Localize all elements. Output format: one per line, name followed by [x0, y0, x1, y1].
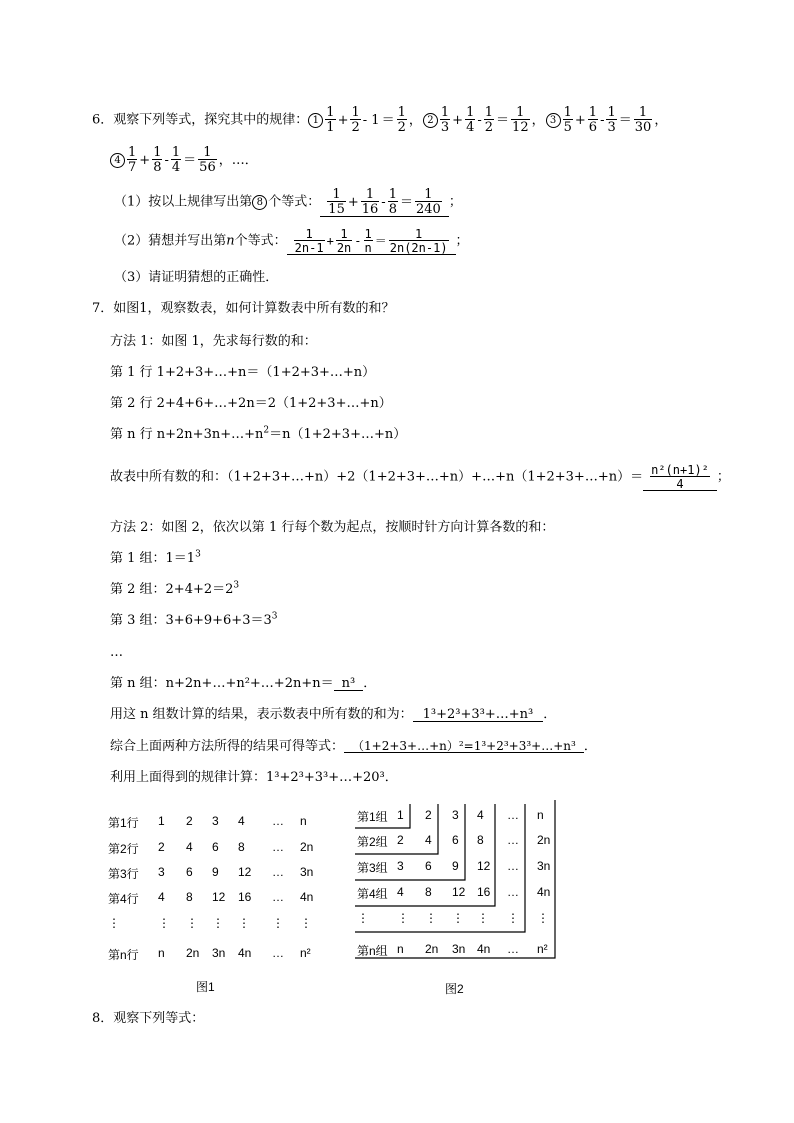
figure-1-row-label: 第1行	[108, 816, 139, 830]
figure-2-cell: 3	[452, 808, 459, 822]
figure-1-cell: 4n	[238, 946, 252, 960]
figure-1-cell: 3n	[300, 865, 314, 879]
figure-2-cell: 12	[452, 885, 466, 899]
figure-1-row-label: 第4行	[108, 892, 139, 906]
q7-group3: 第 3 组：$3+6+9+6+3=3^3$	[110, 611, 278, 628]
q7-use-answer: 1³+2³+3³+…+n³	[413, 708, 544, 722]
q6-eq4-frac-a: $\frac{1}{7}$	[128, 145, 137, 175]
figure-2-cell: 4n	[537, 885, 551, 899]
figure-1-cell: 8	[186, 890, 193, 904]
q6-eq4-frac-c: $\frac{1}{4}$	[171, 145, 181, 175]
figure-2-cell: 3n	[537, 859, 551, 873]
q7-row1: 第 1 行 1+2+3+…+n＝（1+2+3+…+n）	[110, 365, 376, 380]
figure-1-cell: n	[158, 946, 165, 960]
q7-group1: 第 1 组：$1=1^3$	[110, 549, 201, 566]
q6-eq1-frac-a: $\frac{1}{1}$	[326, 105, 335, 135]
figure-1-cell: 2n	[300, 840, 314, 854]
figure-2-cell: n	[397, 942, 404, 956]
figure-2-cell: ⋮	[452, 911, 464, 925]
q7-method1-title: 方法 1：如图 1，先求每行数的和：	[110, 334, 317, 349]
figure-2-cell: 2	[425, 808, 432, 822]
q6-line2: 4 $\frac{1}{7}$ + $\frac{1}{8}$ - $\frac{1}{4}$ ＝ $\frac{1}{56}$ ，…．	[110, 146, 259, 174]
figure-1-row-label: ⋮	[108, 916, 120, 930]
figure-1-cell: 6	[212, 840, 219, 854]
q6-eq3-result: $\frac{1}{30}$	[634, 105, 652, 135]
figure-2-cell: 1	[397, 808, 404, 822]
figure-1-cell: 12	[238, 865, 252, 879]
figure-1-cell: 9	[212, 865, 219, 879]
figure-2-row-label: 第2组	[357, 835, 388, 849]
figure-2-cell: 4	[397, 885, 404, 899]
figure-1-cell: ⋮	[238, 916, 250, 930]
figure-1-cell: ⋮	[212, 916, 224, 930]
figure-1-cell: 8	[238, 840, 245, 854]
q6-number: 6．	[92, 112, 114, 128]
figure-2-caption: 图2	[445, 982, 464, 996]
figure-1-cell: …	[272, 840, 284, 854]
q6-eq2-frac-a: $\frac{1}{3}$	[440, 105, 450, 135]
figure-1-cell: 12	[212, 890, 226, 904]
figure-1-cell: ⋮	[158, 916, 170, 930]
q6-sub1-mark: 8	[252, 195, 267, 210]
q7-ellipsis: …	[110, 645, 123, 660]
figure-1-cell: 4	[158, 890, 165, 904]
figure-2-cell: 4n	[477, 942, 491, 956]
q7-use: 用这 n 组数计算的结果，表示数表中所有数的和为： 1³+2³+3³+…+n³ ．	[110, 707, 557, 722]
q7-groupn: 第 n 组：n+2n+…+n²+…+2n+n＝ n³ ．	[110, 676, 377, 691]
figure-1-row-label: 第n行	[108, 948, 139, 962]
q6-eq4-frac-b: $\frac{1}{8}$	[153, 145, 162, 175]
figure-2-cell: ⋮	[397, 911, 409, 925]
figure-2-cell: ⋮	[507, 911, 519, 925]
q7-rown: 第 n 行 $n+2n+3n+\dots+n^2=n(1+2+3+\dots+n)$	[110, 425, 407, 442]
q6-intro: 观察下列等式，探究其中的规律：	[113, 112, 309, 128]
q7-group2: 第 2 组：$2+4+2=2^3$	[110, 580, 240, 597]
figure-2-cell: 3n	[452, 942, 466, 956]
q6-eq3-frac-b: $\frac{1}{6}$	[588, 105, 598, 135]
figure-1-cell: …	[272, 946, 284, 960]
figure-2-row-label: 第3组	[357, 861, 388, 875]
figure-2-cell: n	[537, 808, 544, 822]
q6-eq1-frac-b: $\frac{1}{2}$	[351, 105, 360, 135]
q6-sub1: （1）按以上规律写出第 8 个等式： $\frac{1}{15}$ + $\frac{1}{16}$ - $\frac{1}{8}$ ＝ $\frac{1}{240}$ ；	[114, 187, 462, 217]
figure-2-cell: 2	[397, 833, 404, 847]
figure-1-caption: 图1	[196, 980, 215, 994]
figure-2-row-label: 第4组	[357, 887, 388, 901]
figure-2	[355, 800, 565, 964]
q6-sub3: （3）请证明猜想的正确性．	[114, 270, 279, 285]
figure-2-cell: 16	[477, 885, 491, 899]
q6-eq4-result: $\frac{1}{56}$	[199, 145, 216, 175]
figure-2-cell: 8	[425, 885, 432, 899]
figure-2-cell: …	[507, 833, 519, 847]
figure-2-row-label: 第1组	[357, 810, 388, 824]
q7-combine-answer: （1+2+3+…+n）²=1³+2³+3³+…+n³	[344, 740, 584, 753]
q7-method2-title: 方法 2：如图 2，依次以第 1 行每个数为起点，按顺时针方向计算各数的和：	[110, 520, 555, 535]
q6-eq2-frac-b: $\frac{1}{4}$	[466, 105, 475, 135]
figure-2-cell: 8	[477, 833, 484, 847]
figure-1-cell: 3n	[212, 946, 226, 960]
figure-1-cell: ⋮	[272, 916, 284, 930]
figure-2-cell: 2n	[425, 942, 439, 956]
figure-1-cell: ⋮	[300, 916, 312, 930]
figure-1-cell: 3	[212, 814, 219, 828]
figure-2-cell: …	[507, 859, 519, 873]
q7-groupn-answer: n³	[334, 677, 364, 691]
q6-eq3-frac-c: $\frac{1}{3}$	[607, 105, 616, 135]
figure-2-cell: ⋮	[537, 911, 549, 925]
q6-eq4-mark: 4	[110, 153, 125, 168]
q7-apply: 利用上面得到的规律计算：1³+2³+3³+…+20³．	[110, 770, 398, 785]
q6-eq2-result: $\frac{1}{12}$	[512, 105, 529, 135]
figure-2-cell: ⋮	[477, 911, 489, 925]
q6-sub1-answer: $\frac{1}{15}$ + $\frac{1}{16}$ - $\frac{1}{8}$ ＝ $\frac{1}{240}$	[320, 188, 449, 217]
figure-1-row-label: 第2行	[108, 842, 139, 856]
figure-1-cell: 1	[158, 814, 165, 828]
figure-1-cell: 6	[186, 865, 193, 879]
q6-eq1-result: $\frac{1}{2}$	[397, 105, 406, 135]
figure-2-cell: …	[507, 808, 519, 822]
figure-1-cell: ⋮	[186, 916, 198, 930]
figure-2-cell: …	[507, 885, 519, 899]
q6-eq2-mark: 2	[423, 113, 438, 128]
figure-2-row-label: ⋮	[357, 911, 369, 925]
figure-2-cell: n²	[537, 942, 548, 956]
figure-1-cell: 4	[186, 840, 193, 854]
figure-1-cell: 2n	[186, 946, 200, 960]
figure-2-cell: 12	[477, 859, 491, 873]
figure-1-row-label: 第3行	[108, 867, 139, 881]
q6-eq3-mark: 3	[546, 113, 561, 128]
figure-1-cell: 3	[158, 865, 165, 879]
figure-2-cell: 6	[425, 859, 432, 873]
q7-row2: 第 2 行 2+4+6+…+2n＝2（1+2+3+…+n）	[110, 396, 392, 411]
q7-total: 故表中所有数的和：（1+2+3+…+n）+2（1+2+3+…+n）+…+n（1+2+3+…+n）＝ $\frac{\text{n²(n+1)²}}{4}$ ；	[110, 463, 730, 491]
q6-sub2: （2）猜想并写出第n个等式： $\frac{1}{2n-1}$ + $\frac{1}{2n}$ - $\frac{1}{n}$ ＝ $\frac{1}{2n(2n-1)}$ ；	[114, 227, 469, 255]
q6-eq3-frac-a: $\frac{1}{5}$	[563, 105, 572, 135]
figure-2-cell: 3	[397, 859, 404, 873]
figure-1-cell: 2	[158, 840, 165, 854]
figure-2-row-label: 第n组	[357, 944, 388, 958]
figure-1-cell: 4n	[300, 890, 314, 904]
q6-eq2-frac-c: $\frac{1}{2}$	[484, 105, 494, 135]
figure-2-cell: 9	[452, 859, 459, 873]
figure-2-cell: 6	[452, 833, 459, 847]
q6-sub2-answer: $\frac{1}{2n-1}$ + $\frac{1}{2n}$ - $\frac{1}{n}$ ＝ $\frac{1}{2n(2n-1)}$	[287, 228, 456, 255]
q7-total-answer: $\frac{\text{n²(n+1)²}}{4}$	[643, 464, 717, 491]
figure-2-cell: 4	[425, 833, 432, 847]
q6-eq1-mark: 1	[308, 113, 323, 128]
figure-1	[108, 806, 328, 966]
figure-1-cell: n²	[300, 946, 311, 960]
q6-line1: 6．观察下列等式，探究其中的规律： 1 $\frac{1}{1}$ + $\frac{1}{2}$ - 1 ＝ $\frac{1}{2}$ ， 2 $\frac{1}{3}$ + $\frac{1}{4}$ - $\frac{1}{2}$ ＝ $\frac{1}{12}$ ， 3 $\frac{1}{5}$ + $\frac{1}{6}$ - $\frac{1}{3}$ ＝ $\frac{1}{30}$ ，	[92, 105, 668, 135]
figure-1-cell: …	[272, 865, 284, 879]
q7-intro: 7．如图1，观察数表，如何计算数表中所有数的和？	[92, 301, 395, 316]
figure-1-cell: n	[300, 814, 307, 828]
q8-intro: 8．观察下列等式：	[92, 1011, 205, 1026]
q7-combine: 综合上面两种方法所得的结果可得等式： （1+2+3+…+n）²=1³+2³+3³+…+n³ ．	[110, 739, 597, 754]
figure-1-cell: 2	[186, 814, 193, 828]
figure-2-cell: …	[507, 942, 519, 956]
figure-2-cell: ⋮	[425, 911, 437, 925]
figure-1-cell: …	[272, 890, 284, 904]
figure-2-cell: 2n	[537, 833, 551, 847]
figure-1-cell: …	[272, 814, 284, 828]
figure-1-cell: 16	[238, 890, 252, 904]
figure-1-cell: 4	[238, 814, 245, 828]
figure-2-cell: 4	[477, 808, 484, 822]
